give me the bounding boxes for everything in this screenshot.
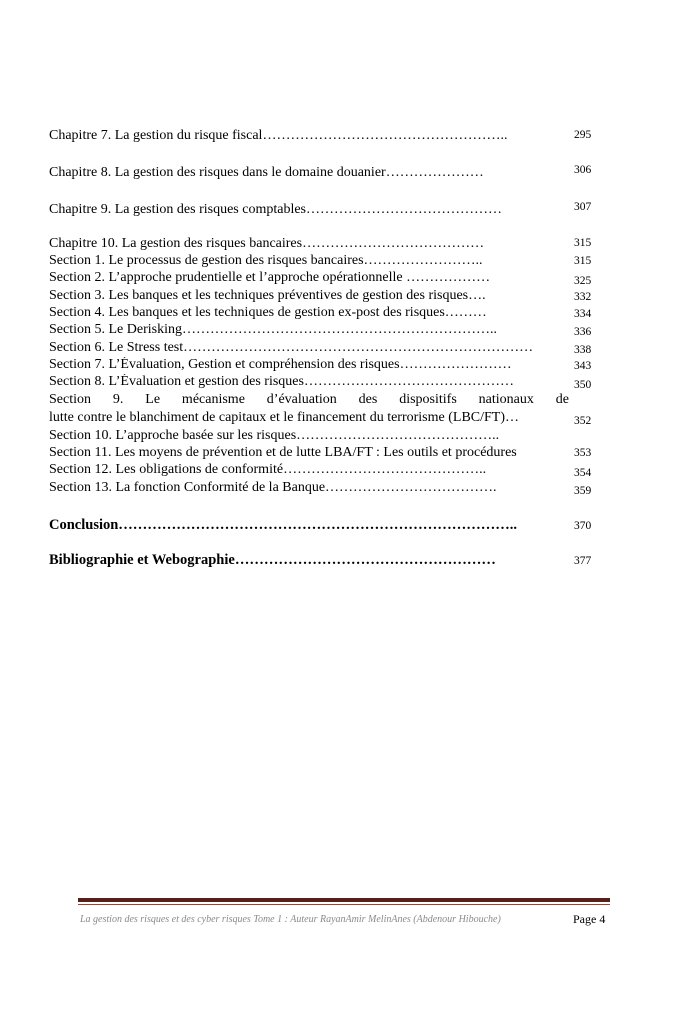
toc-entry-section-13[interactable]: Section 13. La fonction Conformité de la Banque……………………………….: [49, 480, 497, 495]
toc-entry-section-7[interactable]: Section 7. L’Évaluation, Gestion et compréhension des risques……………………: [49, 357, 512, 372]
toc-page-number: 353: [574, 447, 592, 459]
toc-page-number: 315: [574, 237, 592, 249]
toc-entry-section-8[interactable]: Section 8. L’Évaluation et gestion des risques………………………………………: [49, 374, 514, 389]
toc-page-number: 338: [574, 344, 592, 356]
toc-entry-section-2[interactable]: Section 2. L’approche prudentielle et l’approche opérationnelle ………………: [49, 270, 491, 285]
toc-entry-section-6[interactable]: Section 6. Le Stress test…………………………………………………………………: [49, 340, 534, 355]
toc-page-number: 334: [574, 308, 592, 320]
footer-divider-thick: [78, 898, 610, 902]
toc-entry-section-9[interactable]: Section 9. Le mécanisme d’évaluation des dispositifs nationaux de: [49, 392, 569, 407]
toc-page-number: 352: [574, 415, 592, 427]
toc-page-number: 370: [574, 520, 592, 532]
footer-book-title: La gestion des risques et des cyber risques Tome 1 : Auteur RayanAmir MelinAnes (Abdenour Hibouche): [80, 914, 501, 925]
footer-divider-thin: [78, 904, 610, 905]
toc-entry-section-12[interactable]: Section 12. Les obligations de conformité……………………………………..: [49, 462, 487, 477]
toc-page-number: 306: [574, 164, 592, 176]
toc-page-number: 336: [574, 326, 592, 338]
toc-page-number: 354: [574, 467, 592, 479]
toc-page-number: 359: [574, 485, 592, 497]
toc-entry-section-11[interactable]: Section 11. Les moyens de prévention et de lutte LBA/FT : Les outils et procédures: [49, 445, 517, 460]
toc-page-number: 377: [574, 555, 592, 567]
toc-entry-chapitre-8[interactable]: Chapitre 8. La gestion des risques dans le domaine douanier…………………: [49, 165, 484, 180]
toc-entry-section-5[interactable]: Section 5. Le Derisking…………………………………………………………..: [49, 322, 497, 337]
toc-page-number: 332: [574, 291, 592, 303]
toc-entry-section-9-continued[interactable]: lutte contre le blanchiment de capitaux et le financement du terrorisme (LBC/FT)…: [49, 410, 520, 425]
toc-page-number: 350: [574, 379, 592, 391]
toc-entry-chapitre-9[interactable]: Chapitre 9. La gestion des risques comptables……………………………………: [49, 202, 502, 217]
toc-entry-chapitre-7[interactable]: Chapitre 7. La gestion du risque fiscal……………………………………………..: [49, 128, 508, 143]
toc-entry-section-3[interactable]: Section 3. Les banques et les techniques préventives de gestion des risques….: [49, 288, 486, 303]
toc-page-number: 325: [574, 275, 592, 287]
toc-entry-bibliographie[interactable]: Bibliographie et Webographie………………………………………………: [49, 552, 496, 568]
toc-page-number: 295: [574, 129, 592, 141]
toc-entry-section-1[interactable]: Section 1. Le processus de gestion des risques bancaires……………………..: [49, 253, 483, 268]
toc-entry-chapitre-10[interactable]: Chapitre 10. La gestion des risques bancaires…………………………………: [49, 236, 485, 251]
toc-entry-section-10[interactable]: Section 10. L’approche basée sur les risques……………………………………..: [49, 428, 500, 443]
toc-entry-conclusion[interactable]: Conclusion………………………………………………………………………..: [49, 517, 518, 533]
toc-page-number: 307: [574, 201, 592, 213]
toc-page-number: 343: [574, 360, 592, 372]
toc-entry-section-4[interactable]: Section 4. Les banques et les techniques de gestion ex-post des risques………: [49, 305, 487, 320]
footer-page-number: Page 4: [573, 912, 606, 926]
toc-page-number: 315: [574, 255, 592, 267]
